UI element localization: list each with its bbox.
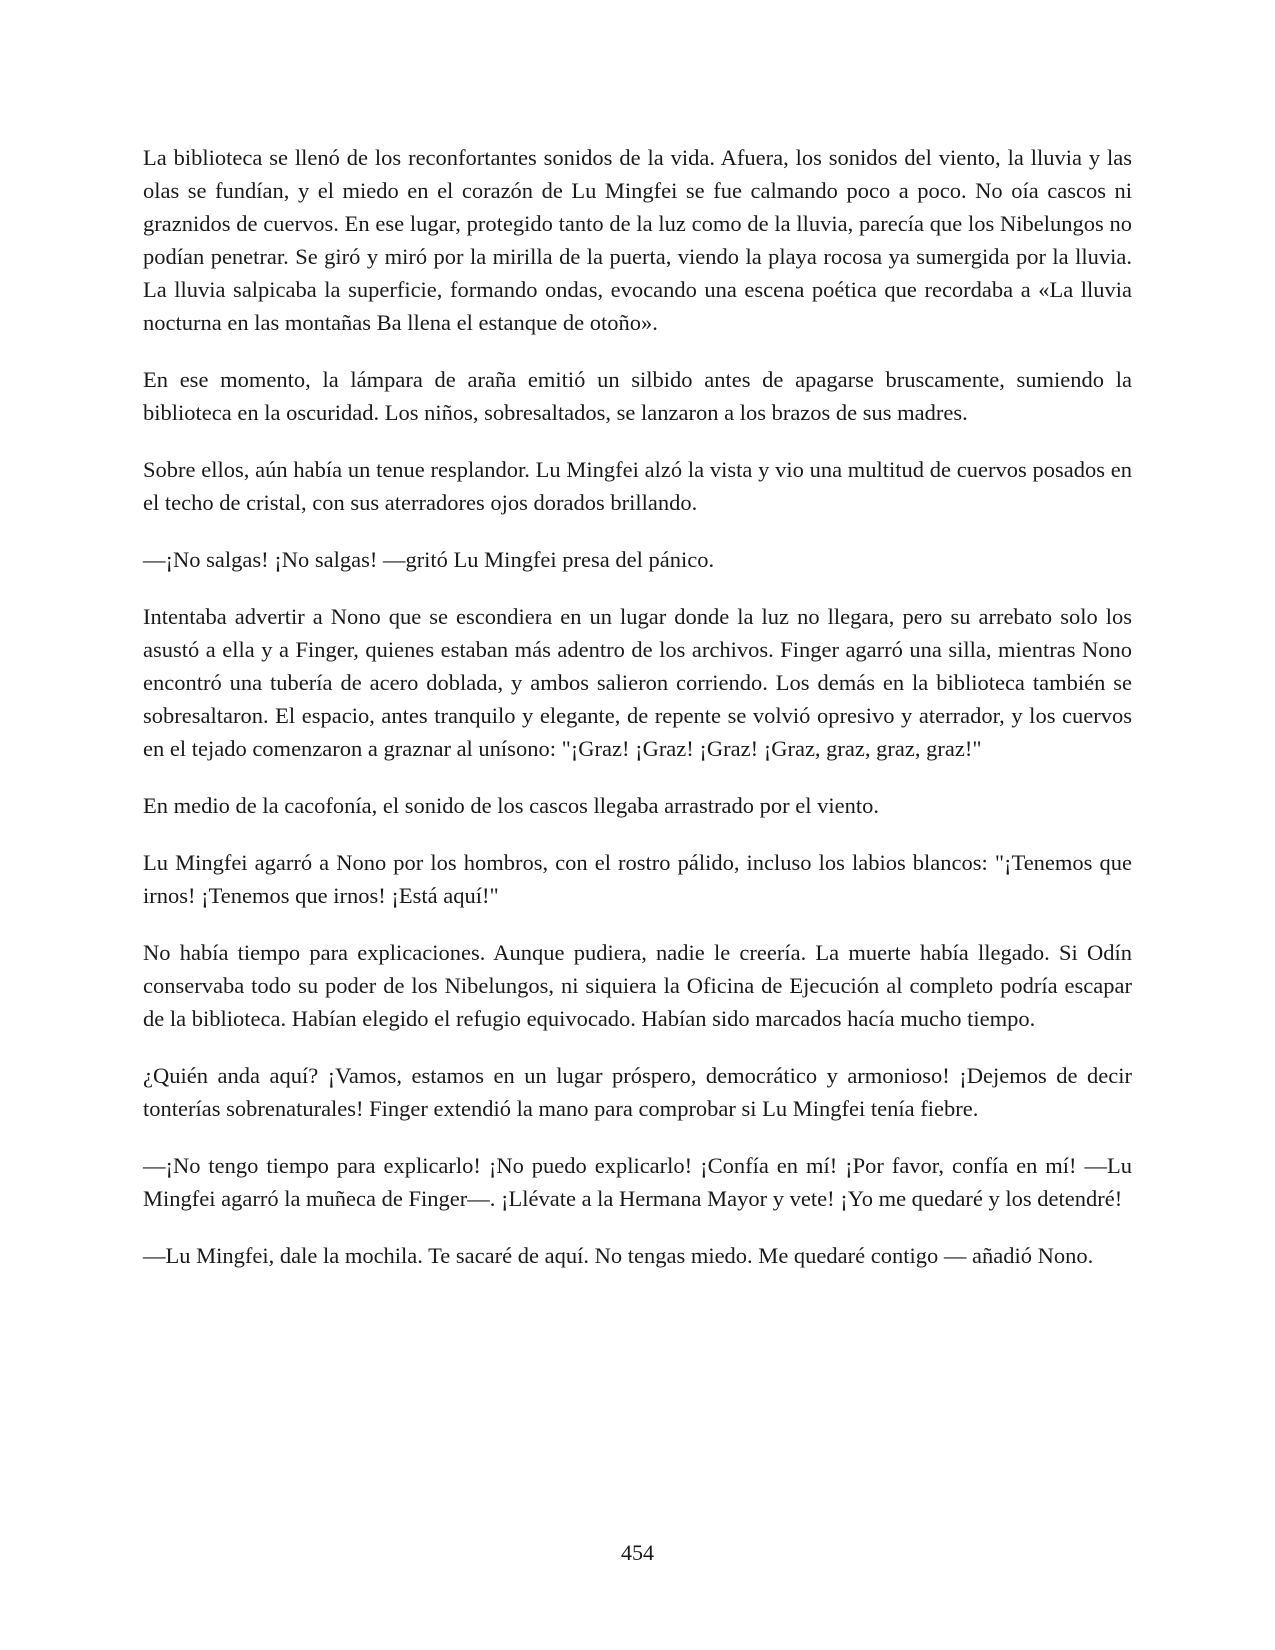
- paragraph-dialogue: —¡No tengo tiempo para explicarlo! ¡No puedo explicarlo! ¡Confía en mí! ¡Por favor, confía en mí! —Lu Mingfei agarró la muñeca de Finger—. ¡Llévate a la Hermana Mayor y vete! ¡Yo me quedaré y los detendré!: [143, 1153, 1132, 1211]
- paragraph: No había tiempo para explicaciones. Aunque pudiera, nadie le creería. La muerte había llegado. Si Odín conservaba todo su poder de los Nibelungos, ni siquiera la Oficina de Ejecución al completo podría escapar de la biblioteca. Habían elegido el refugio equivocado. Habían sido marcados hacía mucho tiempo.: [143, 940, 1132, 1031]
- paragraph: En medio de la cacofonía, el sonido de los cascos llegaba arrastrado por el viento.: [143, 793, 879, 818]
- paragraph: En ese momento, la lámpara de araña emitió un silbido antes de apagarse bruscamente, sumiendo la biblioteca en la oscuridad. Los niños, sobresaltados, se lanzaron a los brazos de sus madres.: [143, 367, 1132, 425]
- paragraph: Sobre ellos, aún había un tenue resplandor. Lu Mingfei alzó la vista y vio una multitud de cuervos posados en el techo de cristal, con sus aterradores ojos dorados brillando.: [143, 457, 1132, 515]
- paragraph-dialogue: —Lu Mingfei, dale la mochila. Te sacaré de aquí. No tengas miedo. Me quedaré contigo — añadió Nono.: [143, 1243, 1094, 1268]
- paragraph: Lu Mingfei agarró a Nono por los hombros, con el rostro pálido, incluso los labios blancos: "¡Tenemos que irnos! ¡Tenemos que irnos! ¡Está aquí!": [143, 850, 1132, 908]
- paragraph: Intentaba advertir a Nono que se escondiera en un lugar donde la luz no llegara, pero su arrebato solo los asustó a ella y a Finger, quienes estaban más adentro de los archivos. Finger agarró una silla, mientras Nono encontró una tubería de acero doblada, y ambos salieron corriendo. Los demás en la biblioteca también se sobresaltaron. El espacio, antes tranquilo y elegante, de repente se volvió opresivo y aterrador, y los cuervos en el tejado comenzaron a graznar al unísono: "¡Graz! ¡Graz! ¡Graz! ¡Graz, graz, graz, graz!": [143, 604, 1132, 761]
- paragraph-dialogue: —¡No salgas! ¡No salgas! —gritó Lu Mingfei presa del pánico.: [143, 547, 715, 572]
- paragraph: La biblioteca se llenó de los reconfortantes sonidos de la vida. Afuera, los sonidos del viento, la lluvia y las olas se fundían, y el miedo en el corazón de Lu Mingfei se fue calmando poco a poco. No oía cascos ni graznidos de cuervos. En ese lugar, protegido tanto de la luz como de la lluvia, parecía que los Nibelungos no podían penetrar. Se giró y miró por la mirilla de la puerta, viendo la playa rocosa ya sumergida por la lluvia. La lluvia salpicaba la superficie, formando ondas, evocando una escena poética que recordaba a «La lluvia nocturna en las montañas Ba llena el estanque de otoño».: [143, 145, 1132, 335]
- paragraph: ¿Quién anda aquí? ¡Vamos, estamos en un lugar próspero, democrático y armonioso! ¡Dejemos de decir tonterías sobrenaturales! Finger extendió la mano para comprobar si Lu Mingfei tenía fiebre.: [143, 1063, 1132, 1121]
- text-column: [143, 141, 1132, 1296]
- page-number: 454: [621, 1540, 654, 1565]
